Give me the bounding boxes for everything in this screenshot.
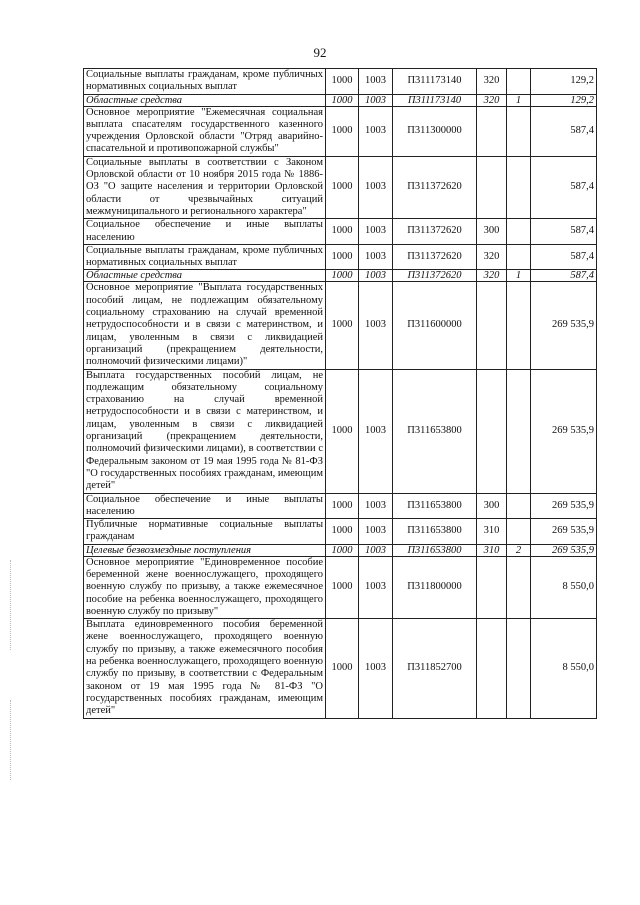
row-amount: 269 535,9 bbox=[531, 369, 597, 493]
table-row bbox=[84, 556, 597, 618]
row-funding-source bbox=[507, 219, 531, 245]
row-name: Основное мероприятие "Ежемесячная социальная выплата спасателям государственного казенного учреждения Орловской области "Отряд аварийно-спасательной и противопожарной службы" bbox=[84, 106, 326, 156]
row-target-article: П311653800 bbox=[393, 544, 477, 556]
row-target-article: П311600000 bbox=[393, 282, 477, 369]
row-name: Выплата единовременного пособия беременной жене военнослужащего, проходящего военную службу по призыву, а также ежемесячного пособия на ребенка военнослужащего, проходящего военную службу по призыву, в соответствии с Федеральным законом от 19 мая 1995 года № 81-ФЗ "О государственных пособиях гражданам, имеющим детей" bbox=[84, 619, 326, 718]
row-funding-source bbox=[507, 556, 531, 618]
row-expense-type: 320 bbox=[477, 244, 507, 270]
row-name: Основное мероприятие "Выплата государственных пособий лицам, не подлежащим обязательному социальному страхованию на случай временной нетрудоспособности и в связи с материнством, и лицам, уволенным в связи с ликвидацией организаций (прекращением деятельности, полномочий физическими лицами)" bbox=[84, 282, 326, 369]
row-name: Выплата государственных пособий лицам, не подлежащим обязательному социальному страхованию на случай временной нетрудоспособности и в связи с материнством, и лицам, уволенным в связи с ликвидацией организаций (прекращением деятельности, полномочий физическими лицами), в соответствии с Федеральным законом от 19 мая 1995 года № 81-ФЗ "О государственных пособиях гражданам, имеющим детей" bbox=[84, 369, 326, 493]
row-section-code: 1003 bbox=[359, 519, 393, 545]
table-row bbox=[84, 156, 597, 218]
row-expense-type bbox=[477, 369, 507, 493]
row-name: Социальное обеспечение и иные выплаты населению bbox=[84, 219, 326, 245]
row-expense-type bbox=[477, 619, 507, 718]
row-expense-type: 310 bbox=[477, 544, 507, 556]
row-department-code: 1000 bbox=[326, 69, 359, 95]
row-funding-source bbox=[507, 369, 531, 493]
row-target-article: П311372620 bbox=[393, 219, 477, 245]
row-section-code: 1003 bbox=[359, 619, 393, 718]
row-amount: 269 535,9 bbox=[531, 282, 597, 369]
table-row bbox=[84, 619, 597, 718]
row-amount: 587,4 bbox=[531, 156, 597, 218]
row-target-article: П311372620 bbox=[393, 244, 477, 270]
row-expense-type: 320 bbox=[477, 270, 507, 282]
row-department-code: 1000 bbox=[326, 544, 359, 556]
row-funding-source bbox=[507, 106, 531, 156]
row-department-code: 1000 bbox=[326, 219, 359, 245]
row-name: Социальные выплаты гражданам, кроме публичных нормативных социальных выплат bbox=[84, 244, 326, 270]
row-department-code: 1000 bbox=[326, 556, 359, 618]
row-section-code: 1003 bbox=[359, 94, 393, 106]
row-department-code: 1000 bbox=[326, 156, 359, 218]
page-number: 92 bbox=[313, 45, 327, 60]
row-funding-source bbox=[507, 282, 531, 369]
row-section-code: 1003 bbox=[359, 369, 393, 493]
budget-table bbox=[83, 68, 597, 719]
row-target-article: П311852700 bbox=[393, 619, 477, 718]
row-section-code: 1003 bbox=[359, 156, 393, 218]
row-expense-type bbox=[477, 556, 507, 618]
row-funding-source bbox=[507, 244, 531, 270]
row-department-code: 1000 bbox=[326, 519, 359, 545]
row-section-code: 1003 bbox=[359, 106, 393, 156]
row-funding-source bbox=[507, 519, 531, 545]
table-row bbox=[84, 544, 597, 556]
row-funding-source bbox=[507, 69, 531, 95]
row-name: Целевые безвозмездные поступления bbox=[84, 544, 326, 556]
row-funding-source: 1 bbox=[507, 94, 531, 106]
table-row bbox=[84, 519, 597, 545]
row-target-article: П311300000 bbox=[393, 106, 477, 156]
row-department-code: 1000 bbox=[326, 619, 359, 718]
row-target-article: П311653800 bbox=[393, 369, 477, 493]
row-section-code: 1003 bbox=[359, 69, 393, 95]
row-target-article: П311173140 bbox=[393, 69, 477, 95]
row-department-code: 1000 bbox=[326, 493, 359, 519]
row-expense-type bbox=[477, 282, 507, 369]
row-target-article: П311653800 bbox=[393, 519, 477, 545]
row-target-article: П311800000 bbox=[393, 556, 477, 618]
row-target-article: П311372620 bbox=[393, 156, 477, 218]
row-expense-type: 310 bbox=[477, 519, 507, 545]
row-section-code: 1003 bbox=[359, 270, 393, 282]
row-expense-type: 320 bbox=[477, 69, 507, 95]
row-amount: 269 535,9 bbox=[531, 519, 597, 545]
row-amount: 129,2 bbox=[531, 69, 597, 95]
row-department-code: 1000 bbox=[326, 94, 359, 106]
row-target-article: П311173140 bbox=[393, 94, 477, 106]
row-expense-type bbox=[477, 106, 507, 156]
row-amount: 587,4 bbox=[531, 244, 597, 270]
row-expense-type bbox=[477, 156, 507, 218]
row-name: Социальные выплаты гражданам, кроме публичных нормативных социальных выплат bbox=[84, 69, 326, 95]
table-row bbox=[84, 106, 597, 156]
row-funding-source: 2 bbox=[507, 544, 531, 556]
row-department-code: 1000 bbox=[326, 244, 359, 270]
row-amount: 269 535,9 bbox=[531, 493, 597, 519]
row-amount: 129,2 bbox=[531, 94, 597, 106]
table-row bbox=[84, 369, 597, 493]
row-funding-source bbox=[507, 156, 531, 218]
row-section-code: 1003 bbox=[359, 219, 393, 245]
row-funding-source: 1 bbox=[507, 270, 531, 282]
table-row bbox=[84, 94, 597, 106]
row-expense-type: 300 bbox=[477, 219, 507, 245]
row-department-code: 1000 bbox=[326, 282, 359, 369]
row-name: Социальное обеспечение и иные выплаты населению bbox=[84, 493, 326, 519]
row-section-code: 1003 bbox=[359, 544, 393, 556]
row-target-article: П311372620 bbox=[393, 270, 477, 282]
row-name: Областные средства bbox=[84, 270, 326, 282]
row-amount: 8 550,0 bbox=[531, 619, 597, 718]
row-funding-source bbox=[507, 493, 531, 519]
table-row bbox=[84, 219, 597, 245]
row-section-code: 1003 bbox=[359, 282, 393, 369]
table-row bbox=[84, 493, 597, 519]
row-section-code: 1003 bbox=[359, 493, 393, 519]
row-funding-source bbox=[507, 619, 531, 718]
table-row bbox=[84, 244, 597, 270]
table-row bbox=[84, 69, 597, 95]
margin-dots bbox=[10, 560, 11, 650]
row-name: Областные средства bbox=[84, 94, 326, 106]
row-amount: 587,4 bbox=[531, 106, 597, 156]
row-expense-type: 320 bbox=[477, 94, 507, 106]
row-name: Публичные нормативные социальные выплаты гражданам bbox=[84, 519, 326, 545]
row-section-code: 1003 bbox=[359, 244, 393, 270]
row-department-code: 1000 bbox=[326, 270, 359, 282]
row-department-code: 1000 bbox=[326, 106, 359, 156]
row-target-article: П311653800 bbox=[393, 493, 477, 519]
row-expense-type: 300 bbox=[477, 493, 507, 519]
row-section-code: 1003 bbox=[359, 556, 393, 618]
row-amount: 8 550,0 bbox=[531, 556, 597, 618]
row-name: Социальные выплаты в соответствии с Законом Орловской области от 10 ноября 2015 года № 1886-ОЗ "О защите населения и территории Орловской области от чрезвычайных ситуаций межмуниципального и регионального характера" bbox=[84, 156, 326, 218]
table-body bbox=[84, 69, 597, 719]
row-amount: 587,4 bbox=[531, 270, 597, 282]
row-department-code: 1000 bbox=[326, 369, 359, 493]
margin-dots bbox=[10, 700, 11, 780]
row-amount: 587,4 bbox=[531, 219, 597, 245]
table-row bbox=[84, 282, 597, 369]
table-row bbox=[84, 270, 597, 282]
row-amount: 269 535,9 bbox=[531, 544, 597, 556]
row-name: Основное мероприятие "Единовременное пособие беременной жене военнослужащего, проходящего военную службу по призыву, а также ежемесячное пособие на ребенка военнослужащего, проходящего военную службу по призыву" bbox=[84, 556, 326, 618]
